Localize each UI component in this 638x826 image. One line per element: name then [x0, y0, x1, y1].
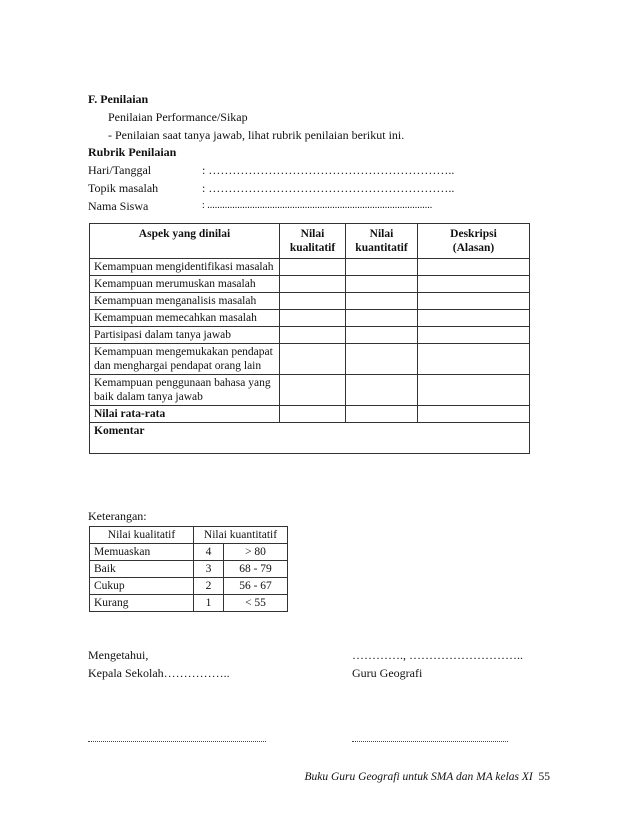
table-row [90, 561, 288, 578]
kualitatif-cell[interactable] [280, 406, 346, 423]
header-kuantitatif: Nilai kuantitatif [346, 224, 418, 259]
page-footer [304, 771, 550, 783]
section-bullet: - Penilaian saat tanya jawab, lihat rubrik penilaian berikut ini. [108, 128, 405, 142]
grade-range: > 80 [224, 544, 288, 561]
kuantitatif-cell[interactable] [346, 276, 418, 293]
kuantitatif-cell[interactable] [346, 259, 418, 276]
header-aspek: Aspek yang dinilai [90, 224, 280, 259]
header-nilai-kualitatif: Nilai kualitatif [90, 527, 194, 544]
section-heading: F. Penilaian [88, 92, 149, 106]
field-label: Hari/Tanggal [88, 163, 152, 177]
field-value: : .......................................................................................... [202, 200, 433, 211]
kuantitatif-cell[interactable] [346, 293, 418, 310]
deskripsi-cell[interactable] [418, 327, 530, 344]
field-hari-tanggal [88, 163, 488, 179]
deskripsi-cell[interactable] [418, 344, 530, 375]
signature-right-line2: Guru Geografi [352, 666, 423, 680]
keterangan-table [89, 526, 288, 612]
kuantitatif-cell[interactable] [346, 327, 418, 344]
grade-label: Kurang [90, 595, 194, 612]
aspect-label: Kemampuan penggunaan bahasa yang baik dalam tanya jawab [90, 375, 280, 406]
aspect-label: Partisipasi dalam tanya jawab [90, 327, 280, 344]
rubric-header-row [90, 224, 530, 259]
kualitatif-cell[interactable] [280, 276, 346, 293]
kualitatif-cell[interactable] [280, 327, 346, 344]
table-row [90, 327, 530, 344]
deskripsi-cell[interactable] [418, 406, 530, 423]
comment-row [90, 423, 530, 454]
field-value: : …………………………………………………….. [202, 163, 455, 177]
average-row [90, 406, 530, 423]
header-kualitatif: Nilai kualitatif [280, 224, 346, 259]
rubric-title: Rubrik Penilaian [88, 145, 177, 159]
kualitatif-cell[interactable] [280, 293, 346, 310]
grade-range: 68 - 79 [224, 561, 288, 578]
aspect-label: Kemampuan memecahkan masalah [90, 310, 280, 327]
aspect-label: Kemampuan merumuskan masalah [90, 276, 280, 293]
table-row [90, 578, 288, 595]
field-label: Nama Siswa [88, 199, 149, 213]
signature-line-left [88, 741, 266, 742]
field-value: : …………………………………………………….. [202, 181, 455, 195]
table-row [90, 544, 288, 561]
kuantitatif-cell[interactable] [346, 344, 418, 375]
header-deskripsi: Deskripsi (Alasan) [418, 224, 530, 259]
grade-label: Baik [90, 561, 194, 578]
footer-text: Buku Guru Geografi untuk SMA dan MA kelas XI [304, 771, 533, 783]
signature-left-line2: Kepala Sekolah…………….. [88, 666, 230, 680]
section-subheading: Penilaian Performance/Sikap [108, 110, 248, 124]
kuantitatif-cell[interactable] [346, 310, 418, 327]
kuantitatif-cell[interactable] [346, 406, 418, 423]
deskripsi-cell[interactable] [418, 276, 530, 293]
header-nilai-kuantitatif: Nilai kuantitatif [194, 527, 288, 544]
keterangan-header-row [90, 527, 288, 544]
field-nama-siswa [88, 199, 488, 215]
deskripsi-cell[interactable] [418, 293, 530, 310]
aspect-label: Kemampuan menganalisis masalah [90, 293, 280, 310]
kualitatif-cell[interactable] [280, 259, 346, 276]
keterangan-title: Keterangan: [88, 509, 147, 523]
field-label: Topik masalah [88, 181, 159, 195]
kuantitatif-cell[interactable] [346, 375, 418, 406]
deskripsi-cell[interactable] [418, 375, 530, 406]
average-label: Nilai rata-rata [90, 406, 280, 423]
deskripsi-cell[interactable] [418, 259, 530, 276]
kualitatif-cell[interactable] [280, 344, 346, 375]
signature-line-right [352, 741, 508, 742]
grade-range: 56 - 67 [224, 578, 288, 595]
aspect-label: Kemampuan mengemukakan pendapat dan menghargai pendapat orang lain [90, 344, 280, 375]
grade-range: < 55 [224, 595, 288, 612]
page-number: 55 [538, 771, 550, 783]
grade-score: 1 [194, 595, 224, 612]
kualitatif-cell[interactable] [280, 310, 346, 327]
signature-left-line1: Mengetahui, [88, 648, 149, 662]
field-topik-masalah [88, 181, 488, 197]
deskripsi-cell[interactable] [418, 310, 530, 327]
table-row [90, 595, 288, 612]
signature-right-line1: …………., ……………………….. [352, 648, 523, 662]
aspect-label: Kemampuan mengidentifikasi masalah [90, 259, 280, 276]
rubric-table [89, 223, 530, 454]
grade-label: Cukup [90, 578, 194, 595]
grade-label: Memuaskan [90, 544, 194, 561]
table-row [90, 259, 530, 276]
table-row [90, 344, 530, 375]
table-row [90, 375, 530, 406]
comment-cell[interactable]: Komentar [90, 423, 530, 454]
grade-score: 4 [194, 544, 224, 561]
grade-score: 2 [194, 578, 224, 595]
table-row [90, 276, 530, 293]
table-row [90, 310, 530, 327]
grade-score: 3 [194, 561, 224, 578]
table-row [90, 293, 530, 310]
kualitatif-cell[interactable] [280, 375, 346, 406]
